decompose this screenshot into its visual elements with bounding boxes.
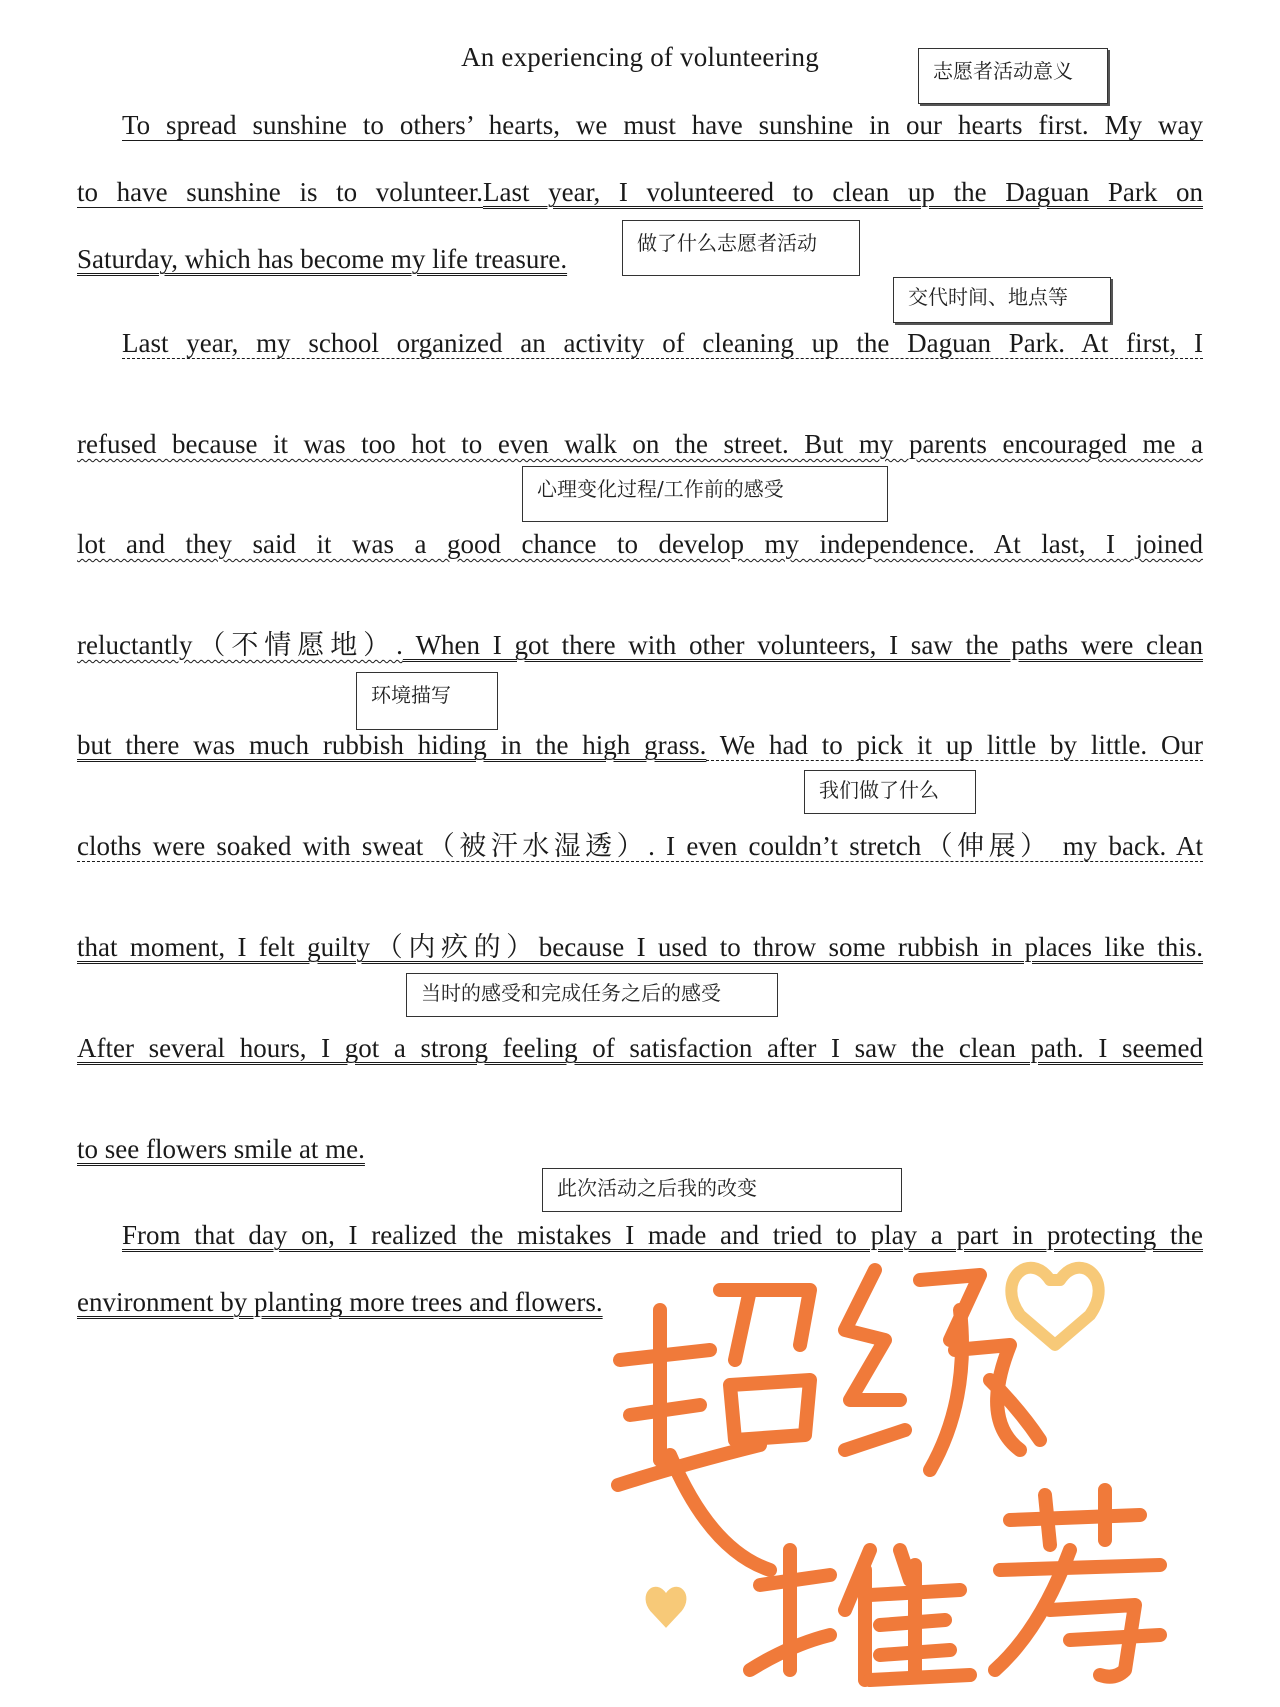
note-time-place: 交代时间、地点等: [893, 277, 1111, 323]
note-mental: 心理变化过程/工作前的感受: [522, 466, 888, 522]
p1-line2-b: Last year, I volunteered to clean up the Daguan Park on: [482, 177, 1203, 207]
p1-line2-a: to have sunshine is to volunteer.: [77, 177, 483, 207]
p1-line2: [77, 175, 1203, 209]
note-change: 此次活动之后我的改变: [542, 1168, 902, 1212]
essay-title: An experiencing of volunteering: [461, 42, 819, 72]
p2-line8: After several hours, I got a strong feeling of satisfaction after I saw the clean path. I seemed: [77, 1033, 1203, 1063]
p2-line5-a: but there was much rubbish hiding in the high grass.: [77, 730, 707, 760]
note-what: 做了什么志愿者活动: [622, 220, 860, 276]
note-we-did: 我们做了什么: [804, 770, 976, 814]
p2-line7: that moment, I felt guilty（内疚的）because I used to throw some rubbish in places like this.: [77, 932, 1203, 962]
note-meaning: 志愿者活动意义: [918, 48, 1108, 104]
p2-line5-b: We had to pick it up little by little. Our: [706, 730, 1204, 760]
p1-line3: Saturday, which has become my life treasure.: [77, 244, 568, 274]
p2-line6: cloths were soaked with sweat（被汗水湿透）. I even couldn’t stretch（伸展） my back. At: [77, 831, 1203, 861]
p2-line2: refused because it was too hot to even walk on the street. But my parents encouraged me a: [77, 429, 1203, 459]
p2-line4-b: When I got there with other volunteers, I saw the paths were clean: [402, 630, 1203, 660]
note-environment: 环境描写: [356, 672, 498, 730]
note-feelings: 当时的感受和完成任务之后的感受: [406, 973, 778, 1017]
p2-line1: Last year, my school organized an activity of cleaning up the Daguan Park. At first, I: [122, 328, 1203, 358]
p2-line5: [77, 728, 1203, 762]
p3-line2: environment by planting more trees and flowers.: [77, 1287, 603, 1317]
p2-line9: to see flowers smile at me.: [77, 1134, 365, 1164]
p1-line1: To spread sunshine to others’ hearts, we must have sunshine in our hearts first. My way: [122, 110, 1203, 140]
p2-line4: [77, 628, 1203, 662]
p3-line1: From that day on, I realized the mistakes I made and tried to play a part in protecting the: [122, 1220, 1203, 1250]
p2-line3: lot and they said it was a good chance to develop my independence. At last, I joined: [77, 529, 1203, 559]
handwritten-recommendation: [600, 1250, 1240, 1690]
p2-line4-a: reluctantly（不情愿地）.: [77, 630, 403, 660]
